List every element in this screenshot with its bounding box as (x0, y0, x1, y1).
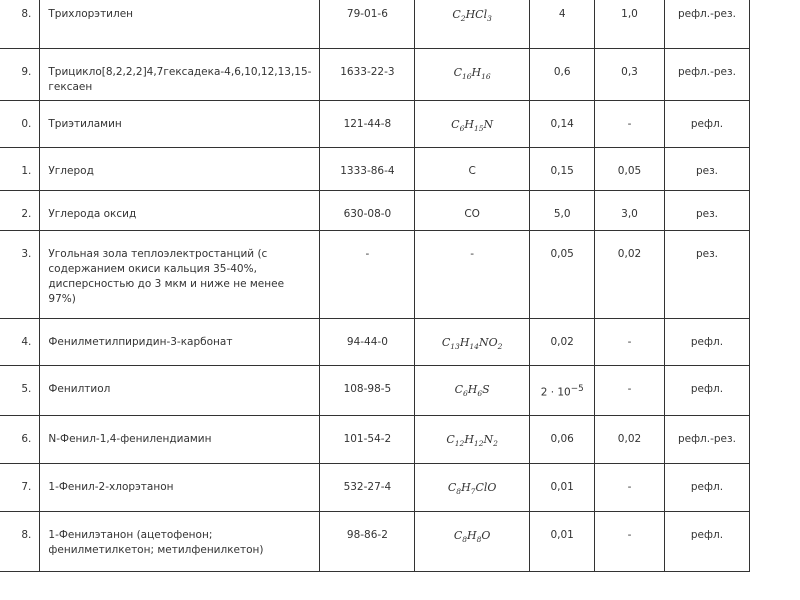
limit-value-1-cell (529, 0, 595, 49)
row-number-cell (0, 49, 40, 101)
limit-value-2: 0,02 (617, 433, 642, 445)
cas-number: 79-01-6 (346, 8, 388, 20)
substance-name: Трихлорэтилен (48, 8, 134, 20)
chemical-formula: $C_2HCl_3$ (452, 8, 492, 24)
cas-number: 1333-86-4 (340, 165, 395, 177)
chemical-formula: $C_{13}H_{14}NO_2$ (441, 336, 503, 352)
substance-name-cell (40, 512, 320, 572)
substance-name-cell (40, 366, 320, 416)
effect-note-cell (664, 319, 750, 366)
blank-cell (750, 231, 788, 319)
table-row (0, 366, 788, 416)
limit-value-1-cell (529, 101, 595, 148)
effect-note-cell (664, 416, 750, 464)
row-number: 0. (21, 118, 32, 130)
cas-number-cell (320, 319, 415, 366)
chemical-formula-cell (415, 319, 530, 366)
substance-name: Триэтиламин (48, 118, 122, 130)
limit-value-2-cell (595, 416, 664, 464)
table-row (0, 319, 788, 366)
row-number-cell (0, 464, 40, 512)
chemical-formula-cell (415, 416, 530, 464)
cas-number-cell (320, 416, 415, 464)
cas-number: - (365, 248, 370, 260)
row-number-cell (0, 231, 40, 319)
limit-value-1: 0,01 (550, 529, 574, 541)
limit-value-2-cell (595, 512, 664, 572)
row-number-cell (0, 319, 40, 366)
limit-value-2: - (627, 529, 632, 541)
limit-value-1-cell (529, 148, 595, 191)
limit-value-2: - (627, 118, 632, 130)
substance-name-cell (40, 319, 320, 366)
limit-value-2-cell (595, 231, 664, 319)
limit-value-1-cell (529, 366, 595, 416)
substance-name-cell (40, 416, 320, 464)
chemical-formula-cell (415, 101, 530, 148)
limit-value-2-cell (595, 366, 664, 416)
cas-number-cell (320, 366, 415, 416)
row-number: 3. (21, 248, 32, 260)
effect-note-cell (664, 191, 750, 231)
effect-note-cell (664, 366, 750, 416)
limit-value-1: 4 (558, 8, 566, 20)
cas-number: 94-44-0 (346, 336, 388, 348)
limit-value-1: 0,6 (553, 66, 571, 78)
limit-value-1: 0,02 (550, 336, 574, 348)
chemical-formula: $C_8H_7ClO$ (447, 481, 497, 497)
limit-value-1-cell (529, 191, 595, 231)
cas-number-cell (320, 191, 415, 231)
effect-note: рез. (695, 165, 718, 177)
effect-note: рез. (695, 208, 718, 220)
cas-number: 121-44-8 (343, 118, 392, 130)
row-number-cell (0, 191, 40, 231)
limit-value-2: 1,0 (621, 8, 638, 20)
substance-name-cell (40, 49, 320, 101)
cas-number-cell (320, 101, 415, 148)
limit-value-2-cell (595, 148, 664, 191)
effect-note: рефл.-рез. (677, 66, 736, 78)
effect-note: рез. (695, 248, 718, 260)
cas-number: 101-54-2 (343, 433, 392, 445)
blank-cell (750, 49, 788, 101)
blank-cell (750, 191, 788, 231)
row-number-cell (0, 0, 40, 49)
row-number: 4. (21, 336, 32, 348)
limit-value-1: $2 \cdot 10^{-5}$ (540, 384, 584, 399)
limit-value-1-cell (529, 319, 595, 366)
table-row (0, 512, 788, 572)
substance-name: N-Фенил-1,4-фенилендиамин (48, 433, 212, 445)
cas-number: 108-98-5 (343, 383, 392, 395)
substance-name: Углерода оксид (48, 208, 137, 220)
chemical-formula-cell (415, 231, 530, 319)
limit-value-1-cell (529, 49, 595, 101)
blank-cell (750, 319, 788, 366)
blank-cell (750, 101, 788, 148)
cas-number: 1633-22-3 (340, 66, 395, 78)
chemical-formula-cell (415, 366, 530, 416)
row-number: 8. (21, 529, 32, 541)
chemical-formula: $C_6H_{15}N$ (451, 118, 494, 134)
chemical-formula: $C_8H_8O$ (453, 529, 491, 545)
row-number-cell (0, 512, 40, 572)
row-number: 5. (21, 383, 32, 395)
limit-value-1: 0,05 (550, 248, 574, 260)
row-number-cell (0, 416, 40, 464)
limit-value-1-cell (529, 231, 595, 319)
substance-name: Трицикло[8,2,2,2]4,7гексадека-4,6,10,12,13,15-гексаен (48, 66, 312, 93)
limit-value-1: 0,01 (550, 481, 574, 493)
row-number: 7. (21, 481, 32, 493)
chemical-formula: - (470, 248, 475, 260)
limit-value-1-cell (529, 512, 595, 572)
effect-note-cell (664, 148, 750, 191)
cas-number-cell (320, 512, 415, 572)
limit-value-2-cell (595, 319, 664, 366)
chemical-formula-cell (415, 148, 530, 191)
limit-value-2-cell (595, 0, 664, 49)
cas-number-cell (320, 49, 415, 101)
limit-value-1: 0,14 (550, 118, 574, 130)
chemical-formula-cell (415, 0, 530, 49)
table-row (0, 0, 788, 49)
chemical-formula: C (468, 165, 476, 177)
effect-note-cell (664, 101, 750, 148)
chemical-formula-cell (415, 191, 530, 231)
substance-name: 1-Фенилэтанон (ацетофенон; фенилметилкетон; метилфенилкетон) (48, 529, 264, 556)
effect-note-cell (664, 231, 750, 319)
cas-number: 98-86-2 (346, 529, 388, 541)
row-number: 2. (21, 208, 32, 220)
chemical-formula-cell (415, 464, 530, 512)
substance-name-cell (40, 101, 320, 148)
limit-value-2: - (627, 383, 632, 395)
row-number-cell (0, 366, 40, 416)
limit-value-2: 0,3 (621, 66, 638, 78)
cas-number-cell (320, 231, 415, 319)
row-number: 1. (21, 165, 32, 177)
limit-value-2-cell (595, 101, 664, 148)
substance-name-cell (40, 148, 320, 191)
blank-cell (750, 512, 788, 572)
limit-value-1: 0,15 (550, 165, 574, 177)
cas-number-cell (320, 464, 415, 512)
table-row (0, 464, 788, 512)
cas-number: 630-08-0 (343, 208, 392, 220)
effect-note: рефл. (690, 336, 724, 348)
blank-cell (750, 464, 788, 512)
effect-note-cell (664, 464, 750, 512)
limit-value-2: - (627, 481, 632, 493)
effect-note: рефл. (690, 383, 724, 395)
effect-note-cell (664, 0, 750, 49)
table-row (0, 191, 788, 231)
effect-note: рефл. (690, 529, 724, 541)
row-number-cell (0, 101, 40, 148)
substance-name-cell (40, 231, 320, 319)
effect-note: рефл. (690, 481, 724, 493)
blank-cell (750, 416, 788, 464)
substance-name: Углерод (48, 165, 94, 177)
table-row (0, 416, 788, 464)
limit-value-2-cell (595, 49, 664, 101)
table-row (0, 148, 788, 191)
substance-name: Фенилтиол (48, 383, 111, 395)
chemical-formula: $C_6H_6S$ (454, 383, 490, 399)
effect-note-cell (664, 512, 750, 572)
chemical-formula-cell (415, 512, 530, 572)
table-row (0, 49, 788, 101)
limit-value-1: 5,0 (553, 208, 571, 220)
blank-cell (750, 366, 788, 416)
row-number: 8. (21, 8, 32, 20)
cas-number: 532-27-4 (343, 481, 392, 493)
effect-note: рефл. (690, 118, 724, 130)
substance-name: 1-Фенил-2-хлорэтанон (48, 481, 174, 493)
limit-value-2: 0,05 (617, 165, 642, 177)
cas-number-cell (320, 0, 415, 49)
limit-value-1: 0,06 (550, 433, 574, 445)
row-number-cell (0, 148, 40, 191)
limit-value-1-cell (529, 464, 595, 512)
effect-note: рефл.-рез. (677, 8, 736, 20)
substance-name: Фенилметилпиридин-3-карбонат (48, 336, 233, 348)
limit-value-2-cell (595, 464, 664, 512)
chemical-formula: CO (464, 208, 480, 220)
substance-name-cell (40, 191, 320, 231)
limit-value-1-cell (529, 416, 595, 464)
limit-value-2: 3,0 (621, 208, 638, 220)
row-number: 6. (21, 433, 32, 445)
effect-note-cell (664, 49, 750, 101)
substance-name: Угольная зола теплоэлектростанций (с содержанием окиси кальция 35-40%, дисперсностью до 3 мкм и ниже не менее 97%) (48, 248, 285, 305)
blank-cell (750, 148, 788, 191)
limit-value-2: 0,02 (617, 248, 642, 260)
chemical-formula-cell (415, 49, 530, 101)
limit-value-2: - (627, 336, 632, 348)
table-row (0, 101, 788, 148)
cas-number-cell (320, 148, 415, 191)
effect-note: рефл.-рез. (677, 433, 736, 445)
chemical-formula: $C_{12}H_{12}N_2$ (446, 433, 498, 449)
blank-cell (750, 0, 788, 49)
row-number: 9. (21, 66, 32, 78)
substance-name-cell (40, 0, 320, 49)
limit-value-2-cell (595, 191, 664, 231)
substance-name-cell (40, 464, 320, 512)
chemical-formula: $C_{16}H_{16}$ (453, 66, 491, 82)
table-row (0, 231, 788, 319)
